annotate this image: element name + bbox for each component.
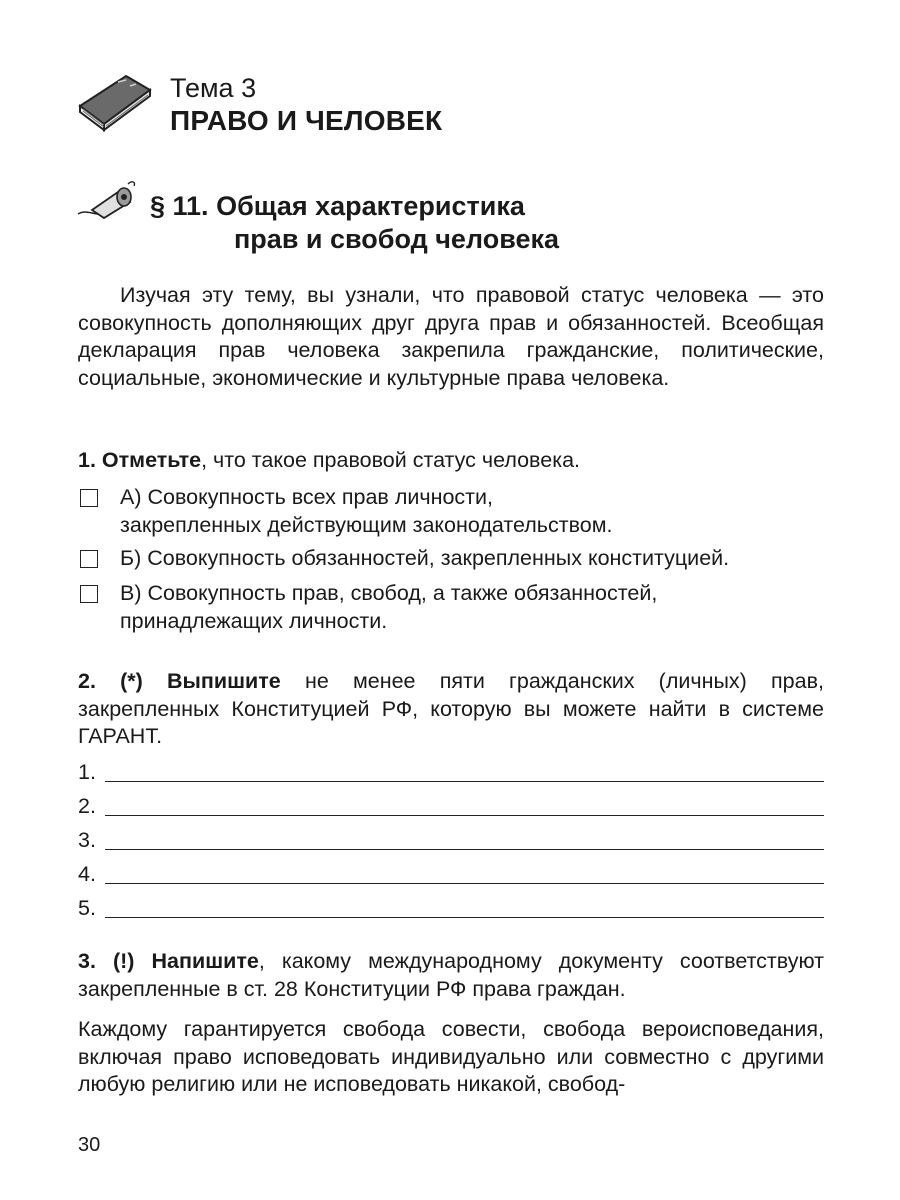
task1-option-b[interactable] <box>78 545 840 573</box>
task3-marker: (!) <box>112 949 135 973</box>
option-a-line1: А) Совокупность всех прав личности, <box>120 485 493 509</box>
task1-option-a[interactable] <box>78 484 840 539</box>
answer-line-3[interactable] <box>78 826 824 854</box>
checkbox[interactable] <box>80 585 98 603</box>
answer-line-5[interactable] <box>78 894 824 922</box>
answer-number: 1. <box>78 760 96 784</box>
task1-option-c[interactable] <box>78 580 840 635</box>
section-title-line1: § 11. Общая характеристика <box>150 191 525 221</box>
checkbox[interactable] <box>80 489 98 507</box>
page-number: 30 <box>78 1134 101 1156</box>
task1-prompt <box>78 447 824 475</box>
section-title <box>150 190 559 256</box>
answer-line-1[interactable] <box>78 758 824 786</box>
answer-number: 4. <box>78 862 96 886</box>
answer-line-2[interactable] <box>78 792 824 820</box>
option-c-line2: принадлежащих личности. <box>120 608 388 633</box>
section-title-line2: прав и свобод человека <box>234 224 559 254</box>
constitution-quote: Каждому гарантируется свобода совести, свобода вероисповедания, включая право исповедовать индивидуально или совместно с другими любую религию или не исповедовать никакой, свобод- <box>78 1017 824 1096</box>
task3-verb: Напишите <box>151 949 259 973</box>
pencil-sharpener-icon <box>74 178 140 222</box>
answer-line-4[interactable] <box>78 860 824 888</box>
answer-number: 2. <box>78 794 96 818</box>
task1-verb: Отметьте <box>101 448 202 472</box>
task2-marker: (*) <box>120 669 143 693</box>
closed-book-icon <box>74 68 154 134</box>
task2-text: не менее пяти гражданских (личных) прав, закрепленных Конституцией РФ, которую вы можете найти в системе ГАРАНТ. <box>78 669 824 748</box>
task3-number: 3. <box>78 949 96 973</box>
task2-number: 2. <box>78 669 96 693</box>
task1-number: 1. <box>78 448 96 472</box>
checkbox[interactable] <box>80 550 98 568</box>
option-b-line1: Б) Совокупность обязанностей, закрепленных конституцией. <box>120 546 730 570</box>
option-c-line1: В) Совокупность прав, свобод, а также обязанностей, <box>120 581 658 605</box>
intro-paragraph: Изучая эту тему, вы узнали, что правовой статус человека — это совокупность дополняющих друг друга прав и обязанностей. Всеобщая декларация прав человека закрепила гражданские, политические, социальные, экономические и культурные права человека. <box>78 283 824 390</box>
task3-text: , какому международному документу соответствуют закрепленные в ст. 28 Конституции РФ права граждан. <box>78 949 824 1001</box>
task3-prompt <box>78 948 824 1003</box>
task1-text: , что такое правовой статус человека. <box>201 448 581 472</box>
answer-number: 3. <box>78 828 96 852</box>
topic-label: Тема 3 <box>170 73 257 103</box>
task2-verb: Выпишите <box>167 669 281 693</box>
topic-title: ПРАВО И ЧЕЛОВЕК <box>170 105 443 136</box>
answer-number: 5. <box>78 896 96 920</box>
option-a-line2: закрепленных действующим законодательством. <box>120 512 613 537</box>
task2-prompt <box>78 668 824 751</box>
